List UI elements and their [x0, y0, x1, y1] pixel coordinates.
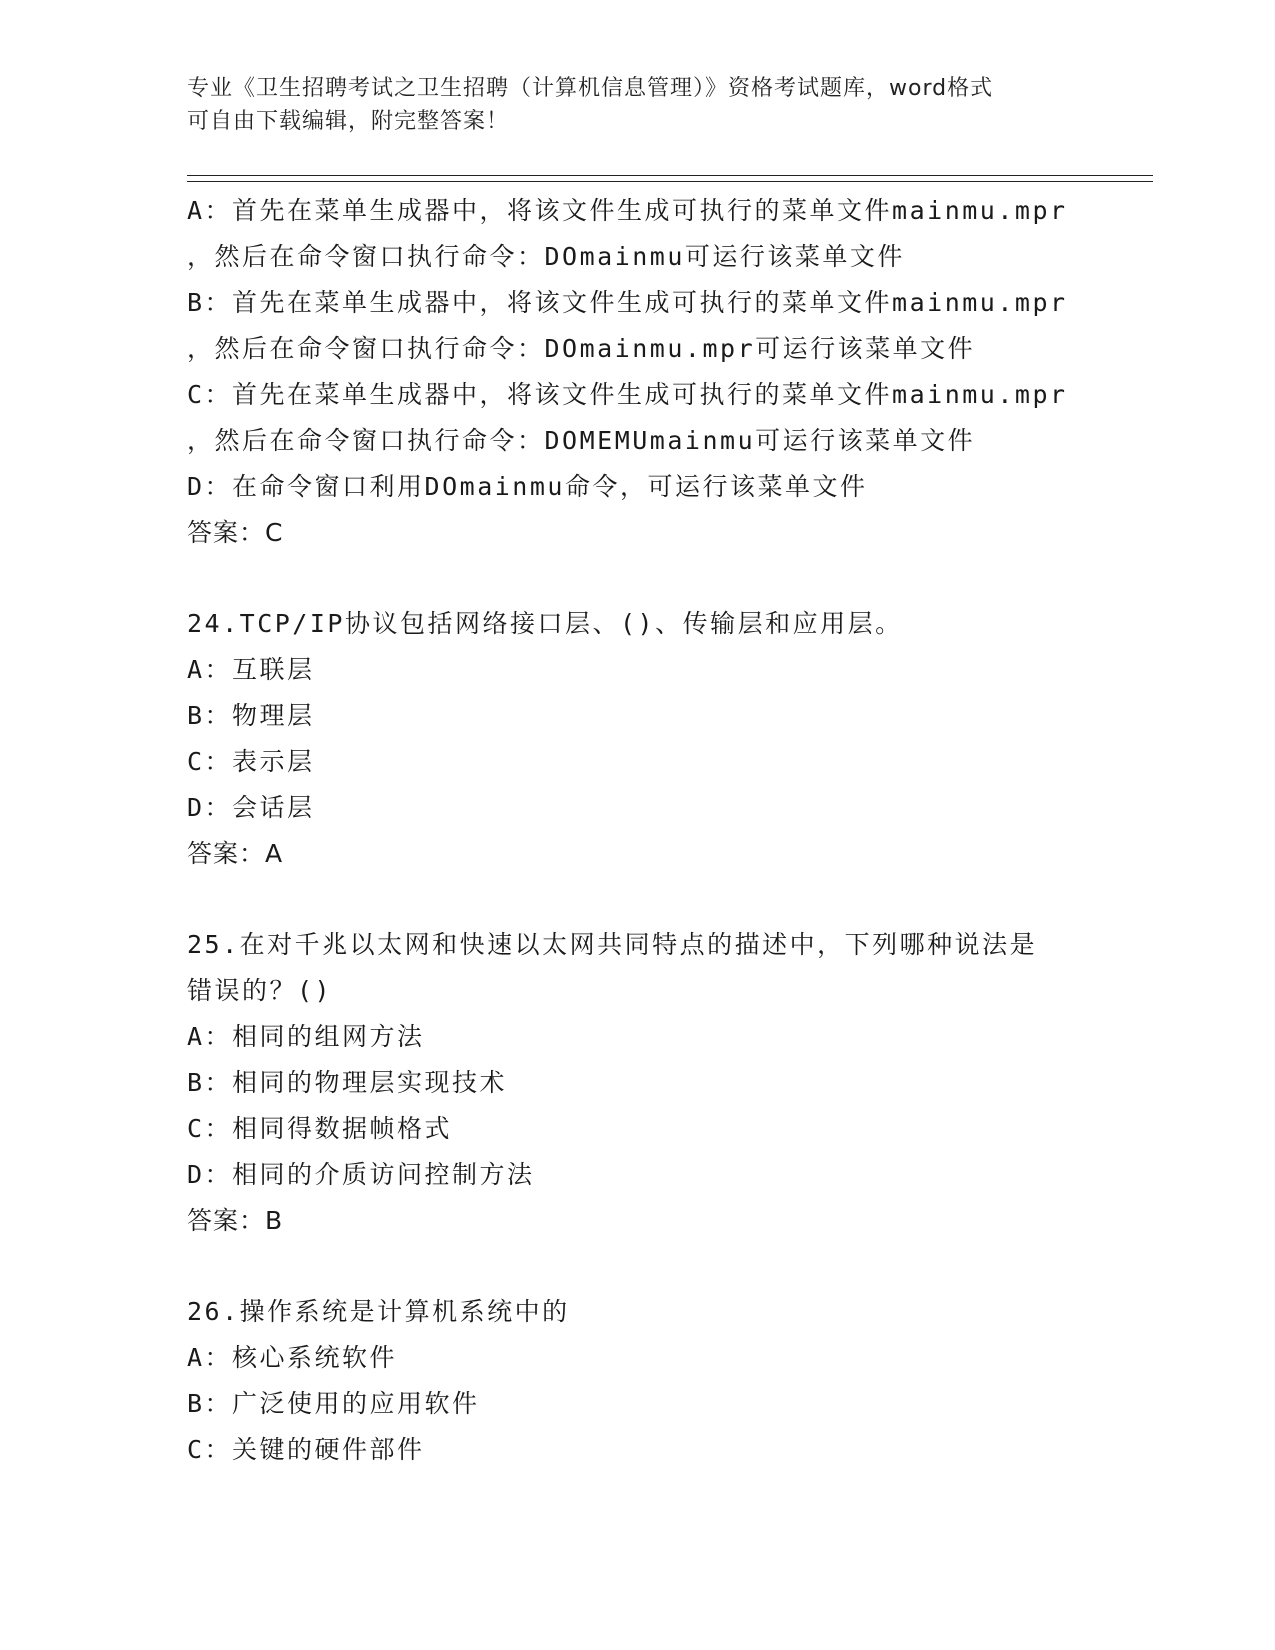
- question-list: [187, 188, 1087, 1473]
- question-24: [187, 601, 1087, 877]
- option-a: A：相同的组网方法: [187, 1022, 425, 1051]
- question-stem: 26.操作系统是计算机系统中的: [187, 1297, 570, 1326]
- header-divider-bottom: [187, 181, 1153, 182]
- question-25: [187, 922, 1087, 1244]
- option-d: D：会话层: [187, 793, 315, 822]
- option-b-line-1: B：首先在菜单生成器中，将该文件生成可执行的菜单文件mainmu.mpr: [187, 288, 1068, 317]
- option-c: C：相同得数据帧格式: [187, 1114, 453, 1143]
- header-divider-top: [187, 175, 1153, 176]
- option-c-line-1: C：首先在菜单生成器中，将该文件生成可执行的菜单文件mainmu.mpr: [187, 380, 1068, 409]
- option-a: A：核心系统软件: [187, 1343, 398, 1372]
- option-c: C：表示层: [187, 747, 315, 776]
- question-stem-line-2: 错误的？(): [187, 976, 333, 1005]
- option-b: B：广泛使用的应用软件: [187, 1389, 480, 1418]
- option-a-line-2: ，然后在命令窗口执行命令：DOmainmu可运行该菜单文件: [187, 242, 905, 271]
- question-26: [187, 1289, 1087, 1473]
- option-c: C：关键的硬件部件: [187, 1435, 425, 1464]
- header-line-1: 专业《卫生招聘考试之卫生招聘（计算机信息管理）》资格考试题库，word格式: [187, 76, 994, 101]
- question-stem-line-1: 25.在对千兆以太网和快速以太网共同特点的描述中，下列哪种说法是: [187, 930, 1038, 959]
- option-d: D：相同的介质访问控制方法: [187, 1160, 535, 1189]
- question-stem: 24.TCP/IP协议包括网络接口层、()、传输层和应用层。: [187, 609, 903, 638]
- header-line-2: 可自由下载编辑，附完整答案！: [187, 109, 510, 134]
- option-b-line-2: ，然后在命令窗口执行命令：DOmainmu.mpr可运行该菜单文件: [187, 334, 976, 363]
- page-header: [187, 72, 1087, 138]
- option-a-line-1: A：首先在菜单生成器中，将该文件生成可执行的菜单文件mainmu.mpr: [187, 196, 1068, 225]
- option-b: B：相同的物理层实现技术: [187, 1068, 508, 1097]
- option-d-line-1: D：在命令窗口利用DOmainmu命令，可运行该菜单文件: [187, 472, 868, 501]
- spacer: [187, 556, 1087, 601]
- option-b: B：物理层: [187, 701, 315, 730]
- spacer: [187, 877, 1087, 922]
- answer-label: 答案：A: [187, 839, 284, 868]
- question-23: [187, 188, 1087, 556]
- answer-label: 答案：B: [187, 1206, 284, 1235]
- answer-label: 答案：C: [187, 518, 284, 547]
- option-c-line-2: ，然后在命令窗口执行命令：DOMEMUmainmu可运行该菜单文件: [187, 426, 976, 455]
- option-a: A：互联层: [187, 655, 315, 684]
- spacer: [187, 1244, 1087, 1289]
